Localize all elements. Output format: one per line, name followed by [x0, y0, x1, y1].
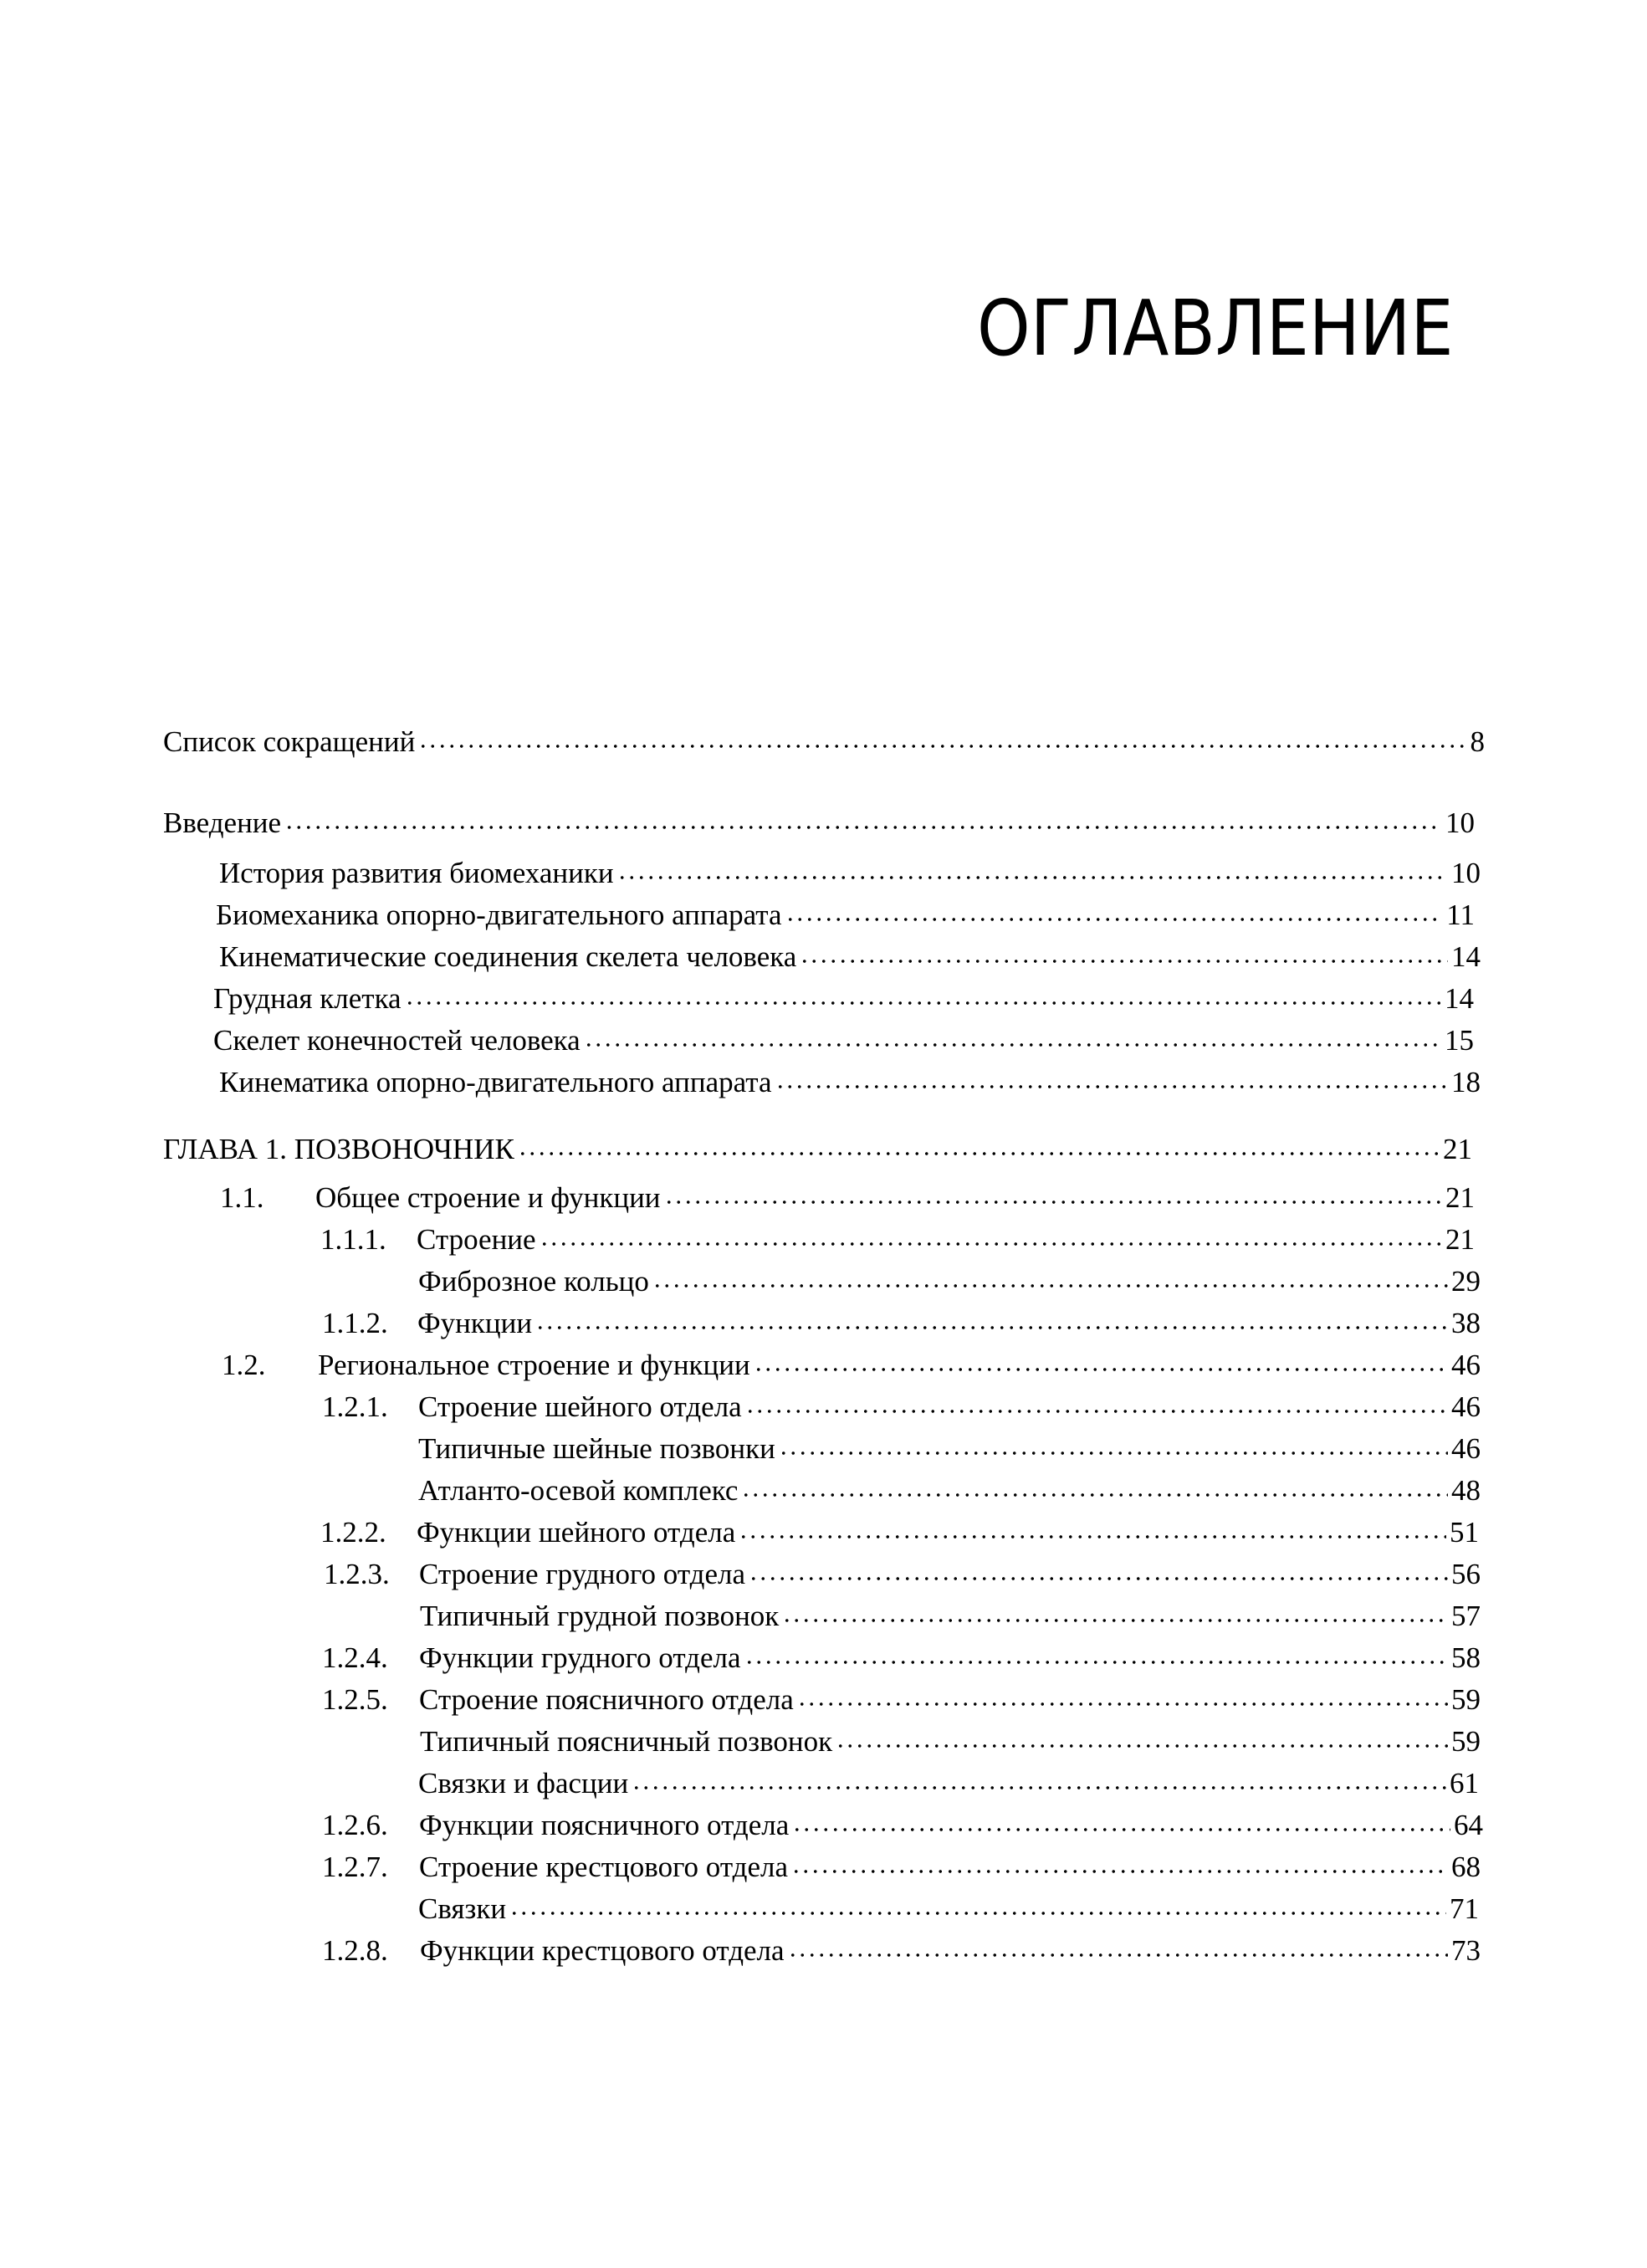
toc-entry-section-1-2[interactable]	[222, 1349, 1481, 1383]
dot-leader	[284, 807, 1442, 832]
toc-entry-number: 1.2.	[222, 1349, 266, 1381]
toc-entry-label: Строение шейного отдела	[418, 1390, 742, 1423]
toc-entry-page: 10	[1451, 857, 1481, 889]
toc-entry-page: 73	[1451, 1934, 1481, 1967]
toc-entry-page: 10	[1445, 806, 1475, 839]
dot-leader	[797, 1684, 1448, 1709]
toc-entry-subsection[interactable]	[420, 1600, 1481, 1634]
dot-leader	[540, 1224, 1442, 1249]
dot-leader	[739, 1517, 1446, 1542]
toc-entry-section-1-1[interactable]	[220, 1182, 1475, 1216]
toc-entry-subsection[interactable]	[420, 1726, 1481, 1759]
toc-entry-section-1-1-1[interactable]	[320, 1224, 1475, 1257]
toc-entry-section-1-1-2[interactable]	[322, 1308, 1481, 1341]
toc-entry-label: Кинематика опорно-двигательного аппарата	[219, 1066, 772, 1098]
dot-leader	[744, 1642, 1448, 1667]
dot-leader	[535, 1308, 1448, 1333]
dot-leader	[509, 1893, 1446, 1918]
dot-leader	[664, 1182, 1442, 1207]
toc-entry-number: 1.2.8.	[322, 1934, 388, 1967]
dot-leader	[518, 1134, 1440, 1159]
toc-entry-page: 57	[1451, 1600, 1481, 1632]
toc-entry-subsection[interactable]	[418, 1433, 1481, 1467]
dot-leader	[782, 1600, 1448, 1625]
dot-leader	[617, 858, 1448, 883]
toc-entry-number: 1.1.2.	[322, 1307, 388, 1339]
toc-entry-number: 1.2.6.	[322, 1809, 388, 1841]
toc-entry-label: Функции грудного отдела	[419, 1641, 741, 1674]
dot-leader	[754, 1349, 1448, 1375]
toc-entry-page: 38	[1451, 1307, 1481, 1339]
toc-entry-label: Кинематические соединения скелета человека	[219, 940, 797, 973]
toc-entry-label: Биомеханика опорно-двигательного аппарата	[216, 898, 782, 931]
toc-entry-number: 1.2.2.	[320, 1516, 386, 1549]
toc-entry-label: Атланто-осевой комплекс	[418, 1474, 739, 1507]
toc-entry-label: Типичные шейные позвонки	[418, 1432, 775, 1465]
toc-entry-label: Скелет конечностей человека	[213, 1024, 581, 1057]
dot-leader	[749, 1559, 1448, 1584]
toc-entry-section-1-2-6[interactable]	[322, 1810, 1483, 1843]
dot-leader	[418, 726, 1466, 751]
toc-entry-page: 59	[1451, 1725, 1481, 1758]
toc-entry-section-1-2-2[interactable]	[320, 1517, 1479, 1550]
toc-entry-label: Общее строение и функции	[315, 1181, 661, 1214]
toc-entry-subsection[interactable]	[213, 983, 1474, 1016]
dot-leader	[791, 1851, 1448, 1876]
toc-entry-page: 46	[1451, 1349, 1481, 1381]
toc-entry-page: 48	[1451, 1474, 1481, 1507]
toc-entry-label: Строение	[417, 1223, 536, 1256]
toc-entry-subsection[interactable]	[219, 941, 1481, 975]
dot-leader	[785, 899, 1444, 924]
toc-entry-number: 1.2.5.	[322, 1683, 388, 1716]
toc-entry-page: 21	[1445, 1223, 1475, 1256]
dot-leader	[405, 983, 1441, 1008]
dot-leader	[741, 1475, 1448, 1500]
toc-entry-label: Строение крестцового отдела	[419, 1851, 789, 1883]
toc-entry-page: 71	[1450, 1892, 1479, 1925]
toc-entry-page: 11	[1446, 898, 1475, 931]
toc-entry-section-1-2-3[interactable]	[324, 1559, 1481, 1592]
toc-entry-label: Функции крестцового отдела	[420, 1934, 785, 1967]
toc-entry-introduction[interactable]	[163, 807, 1475, 841]
toc-entry-subsection[interactable]	[418, 1475, 1481, 1508]
toc-entry-page: 14	[1445, 982, 1474, 1015]
dot-leader	[775, 1067, 1448, 1092]
toc-entry-page: 14	[1451, 940, 1481, 973]
toc-entry-subsection[interactable]	[213, 1025, 1474, 1058]
dot-leader	[836, 1726, 1448, 1751]
toc-entry-page: 46	[1451, 1432, 1481, 1465]
toc-entry-label: Фиброзное кольцо	[418, 1265, 649, 1298]
toc-entry-subsection[interactable]	[216, 899, 1475, 933]
dot-leader	[792, 1810, 1450, 1835]
toc-entry-number: 1.1.	[220, 1181, 264, 1214]
toc-entry-number: 1.2.3.	[324, 1558, 390, 1590]
toc-entry-abbreviations[interactable]	[163, 726, 1485, 760]
toc-entry-section-1-2-8[interactable]	[322, 1935, 1481, 1969]
toc-entry-label: ГЛАВА 1. ПОЗВОНОЧНИК	[163, 1133, 514, 1165]
dot-leader	[788, 1935, 1448, 1960]
toc-entry-label: Список сокращений	[163, 725, 416, 758]
toc-entry-page: 46	[1451, 1390, 1481, 1423]
toc-entry-label: История развития биомеханики	[219, 857, 614, 889]
toc-entry-page: 61	[1450, 1767, 1479, 1800]
toc-entry-label: Типичный поясничный позвонок	[420, 1725, 833, 1758]
toc-entry-section-1-2-5[interactable]	[322, 1684, 1481, 1718]
toc-entry-subsection[interactable]	[418, 1893, 1479, 1927]
dot-leader	[779, 1433, 1448, 1458]
dot-leader	[745, 1391, 1448, 1416]
toc-entry-number: 1.2.1.	[322, 1390, 388, 1423]
toc-entry-number: 1.2.7.	[322, 1851, 388, 1883]
toc-entry-page: 56	[1451, 1558, 1481, 1590]
toc-entry-label: Функции поясничного отдела	[419, 1809, 790, 1841]
toc-entry-label: Региональное строение и функции	[318, 1349, 750, 1381]
toc-entry-label: Связки и фасции	[418, 1767, 629, 1800]
toc-entry-page: 68	[1451, 1851, 1481, 1883]
toc-entry-subsection[interactable]	[219, 1067, 1481, 1100]
toc-entry-label: Связки	[418, 1892, 507, 1925]
toc-entry-label: Грудная клетка	[213, 982, 402, 1015]
toc-entry-page: 21	[1445, 1181, 1475, 1214]
toc-entry-subsection[interactable]	[418, 1768, 1479, 1801]
toc-entry-page: 51	[1450, 1516, 1479, 1549]
toc-entry-page: 15	[1445, 1024, 1474, 1057]
toc-entry-subsection[interactable]	[418, 1266, 1481, 1299]
toc-entry-page: 18	[1451, 1066, 1481, 1098]
toc-entry-section-1-2-4[interactable]	[322, 1642, 1481, 1676]
toc-entry-chapter-1[interactable]	[163, 1134, 1472, 1167]
toc-entry-section-1-2-1[interactable]	[322, 1391, 1481, 1425]
toc-entry-label: Строение поясничного отдела	[419, 1683, 794, 1716]
dot-leader	[800, 941, 1448, 966]
dot-leader	[584, 1025, 1441, 1050]
toc-entry-page: 8	[1470, 725, 1485, 758]
toc-entry-page: 21	[1443, 1133, 1472, 1165]
toc-entry-label: Функции	[417, 1307, 533, 1339]
toc-entry-section-1-2-7[interactable]	[322, 1851, 1481, 1885]
toc-entry-label: Типичный грудной позвонок	[420, 1600, 780, 1632]
dot-leader	[632, 1768, 1446, 1793]
toc-entry-page: 58	[1451, 1641, 1481, 1674]
toc-entry-label: Введение	[163, 806, 282, 839]
toc-entry-subsection[interactable]	[219, 858, 1481, 891]
toc-entry-page: 29	[1451, 1265, 1481, 1298]
toc-entry-page: 59	[1451, 1683, 1481, 1716]
toc-entry-label: Строение грудного отдела	[419, 1558, 745, 1590]
page-title: ОГЛАВЛЕНИЕ	[977, 283, 1454, 373]
dot-leader	[652, 1266, 1448, 1291]
toc-entry-page: 64	[1454, 1809, 1483, 1841]
toc-entry-number: 1.2.4.	[322, 1641, 388, 1674]
toc-entry-label: Функции шейного отдела	[417, 1516, 736, 1549]
toc-entry-number: 1.1.1.	[320, 1223, 386, 1256]
